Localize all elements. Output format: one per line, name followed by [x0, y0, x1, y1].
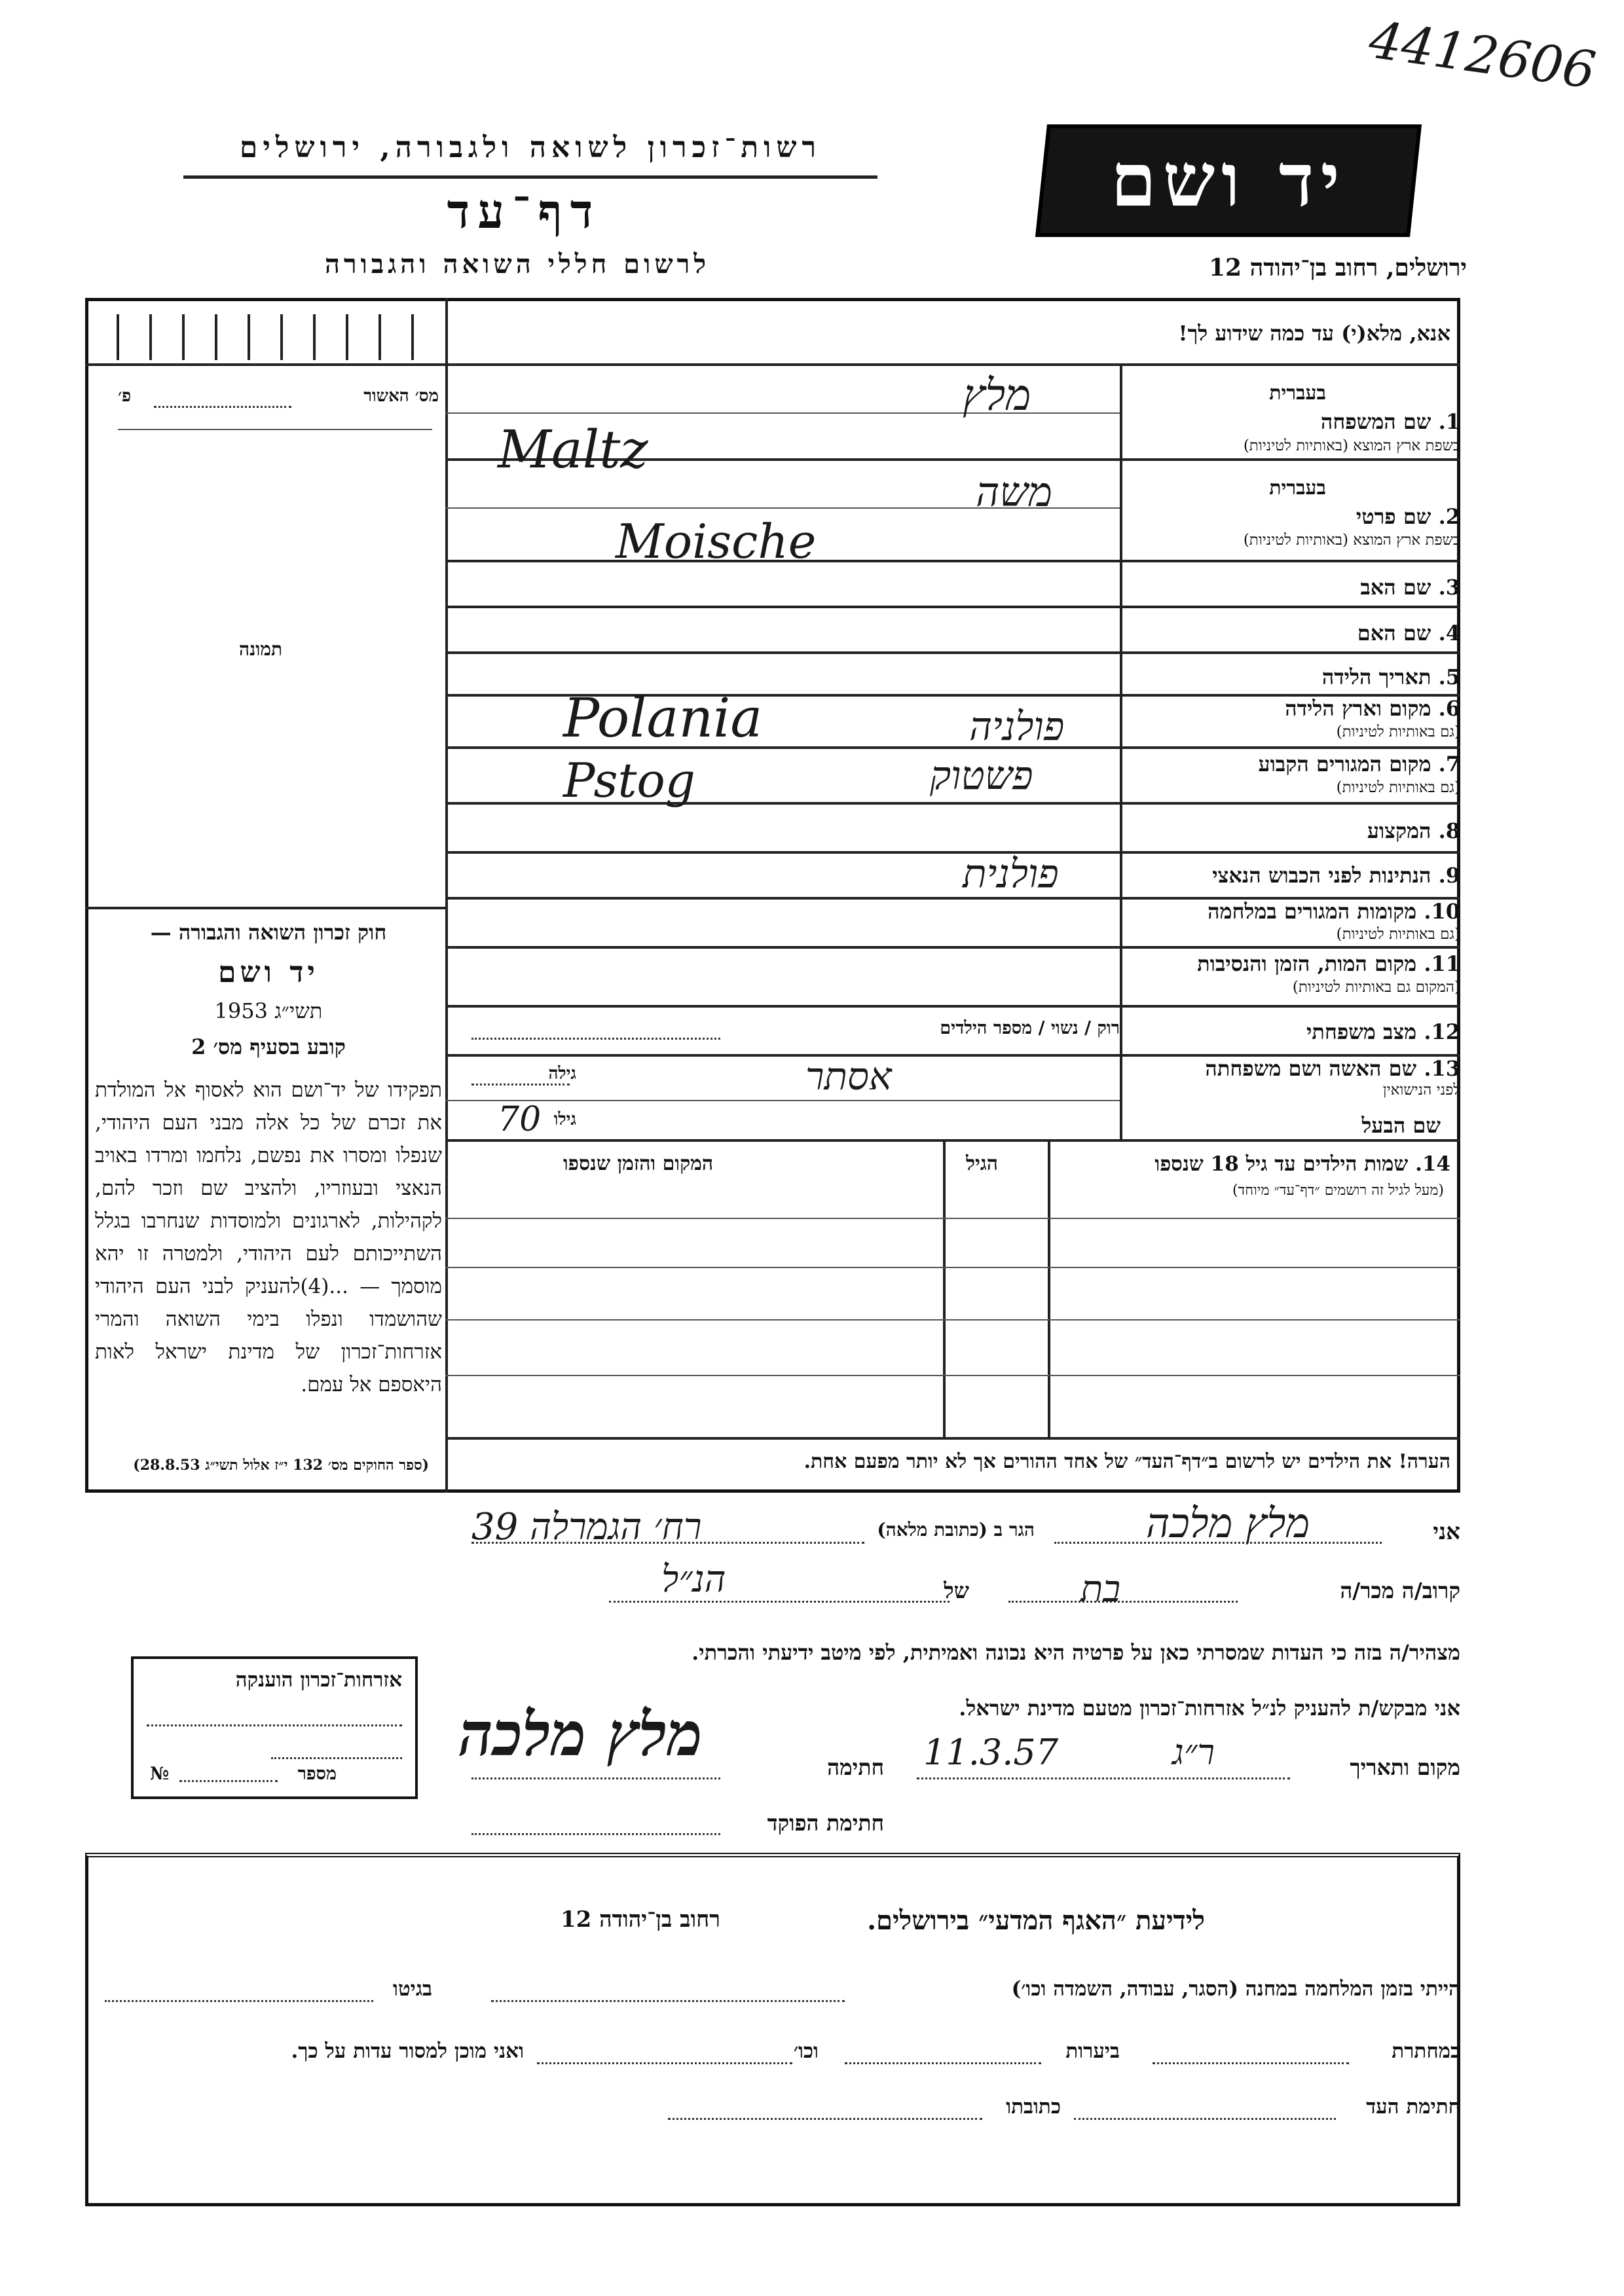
- husband-age-label: גילו: [553, 1110, 576, 1129]
- field-label-text: שם האב: [1360, 575, 1431, 600]
- husband-age-value[interactable]: 70: [498, 1100, 542, 1139]
- memorial-citizenship-stamp-box: [131, 1656, 418, 1799]
- wife-age-field[interactable]: [471, 1084, 570, 1085]
- place-date-line: [917, 1777, 1290, 1779]
- witness-name-value[interactable]: מלץ מלכה: [1146, 1499, 1310, 1547]
- field-num: 6.: [1438, 696, 1460, 721]
- instruction-row-line: [445, 363, 1460, 366]
- witness-address-field[interactable]: [668, 2118, 982, 2120]
- stamp-line: [147, 1724, 402, 1726]
- yad-vashem-logo: [1035, 124, 1422, 237]
- row-line: [445, 606, 1460, 608]
- etc-label: וכו׳: [793, 2039, 819, 2063]
- firstname-hebrew-value[interactable]: משה: [976, 468, 1052, 516]
- stamp-title: אזרחות־זכרון הוענקה: [235, 1668, 402, 1692]
- page-title: דף־עד: [447, 183, 601, 239]
- field-11-sub: (המקום גם באותיות לטיניות): [1292, 979, 1460, 996]
- field-label-text: הנתינות לפני הכבוש הנאצי: [1212, 863, 1431, 888]
- field-3-label: [1360, 575, 1460, 600]
- approval-prefix: פ׳: [118, 386, 132, 406]
- title-underline: [183, 175, 877, 179]
- field-2-label: [1356, 504, 1460, 529]
- birthplace-hebrew-value[interactable]: פולניה: [969, 704, 1065, 750]
- children-sub: (מעל לגיל זה רושמים ״דף־עד״ מיוחד): [1232, 1182, 1444, 1199]
- label-column-divider: [1120, 363, 1122, 1139]
- stamp-number-field[interactable]: [179, 1780, 278, 1782]
- witness-address-label: כתובתו: [1006, 2095, 1061, 2119]
- authority-title: רשות־זכרון לשואה ולגבורה, ירושלים: [239, 131, 822, 164]
- approval-separator: [118, 429, 432, 430]
- firstname-latin-value[interactable]: Moische: [616, 514, 817, 569]
- camp-field[interactable]: [491, 2000, 845, 2002]
- forests-label: ביערות: [1065, 2039, 1120, 2063]
- row-line: [445, 560, 1460, 562]
- row-line: [445, 1005, 1460, 1008]
- instruction-text: אנא, מלא(י) עד כמה שידוע לך!: [1178, 321, 1450, 346]
- field-6-label: [1285, 696, 1460, 721]
- field-label-text: מקום וארץ הלידה: [1285, 696, 1431, 721]
- field-label-text: שם האשה ושם משפחתה: [1205, 1056, 1417, 1081]
- row-line: [445, 946, 1460, 949]
- law-clause: קובע בסעיף מס׳ 2: [191, 1034, 346, 1059]
- field-6-sub: (גם באותיות לטיניות): [1336, 723, 1460, 740]
- field-num: 9.: [1438, 863, 1460, 888]
- field-label-text: תאריך הלידה: [1321, 665, 1431, 689]
- row-line: [445, 851, 1460, 854]
- birthplace-latin-value[interactable]: Polania: [563, 687, 763, 750]
- residence-hebrew-value[interactable]: פשטוק: [930, 753, 1033, 799]
- forests-field[interactable]: [845, 2062, 1041, 2064]
- field-7-label: [1258, 752, 1460, 776]
- field-label-text: שם האם: [1357, 621, 1431, 646]
- law-logo: יד ושם: [218, 956, 319, 989]
- field-5-label: [1322, 665, 1460, 689]
- law-year: תשי״ג 1953: [214, 998, 323, 1023]
- approval-number-label: מס׳ האשור: [363, 386, 439, 406]
- row-line: [445, 1100, 1120, 1101]
- photo-label: תמונה: [239, 638, 283, 660]
- marital-status-field[interactable]: [471, 1038, 720, 1040]
- ready-text: ואני מוכן למסור עדות על כך.: [291, 2039, 524, 2063]
- row-line: [445, 651, 1460, 654]
- residence-latin-value[interactable]: Pstog: [563, 753, 695, 808]
- field-num: 13.: [1424, 1056, 1460, 1081]
- children-col-divider: [1048, 1139, 1050, 1437]
- field-num: 4.: [1438, 621, 1460, 646]
- field-num: 5.: [1438, 665, 1460, 689]
- witness-signature-field[interactable]: [1074, 2118, 1336, 2120]
- row-line: [445, 1139, 1460, 1142]
- photo-bottom-line: [85, 907, 445, 909]
- clerk-signature-label: חתימת הפוקד: [767, 1810, 884, 1836]
- children-row: [445, 1267, 1460, 1268]
- resides-label: הגר ב (כתובת מלאה): [877, 1519, 1035, 1540]
- left-column-divider: [445, 298, 448, 1493]
- place-value[interactable]: ר״ג: [1172, 1732, 1215, 1773]
- children-note: הערה! את הילדים יש לרשום ב״דף־העד״ של אחד ההורים אך לא יותר מפעם אחת.: [803, 1450, 1450, 1473]
- children-row: [445, 1375, 1460, 1376]
- clerk-signature-field[interactable]: [471, 1833, 720, 1835]
- field-label-text: מקומות המגורים במלחמה: [1208, 899, 1417, 924]
- field-num: 1.: [1438, 409, 1460, 434]
- approval-number-field[interactable]: [154, 406, 291, 408]
- page-subtitle: לרשום חללי השואה והגבורה: [324, 249, 710, 280]
- marital-options: רוק / נשוי / מספר הילדים: [940, 1018, 1120, 1038]
- field-13-sub: לפני הנישואין: [1382, 1082, 1460, 1099]
- field-num: 8.: [1438, 818, 1460, 843]
- field-label-text: המקצוע: [1367, 818, 1431, 843]
- field-11-label: [1197, 951, 1460, 976]
- of-value[interactable]: הנ״ל: [661, 1558, 726, 1601]
- declaration-request: אני מבקש/ת להעניק לנ״ל אזרחות־זכרון מטעם מדינת ישראל.: [959, 1696, 1460, 1721]
- law-reference: (ספר החוקים מס׳ 132 י״ז אלול תשי״ג 28.8.53): [133, 1457, 429, 1474]
- field-13-label: [1205, 1056, 1460, 1081]
- law-text: תפקידו של יד־ושם הוא לאסוף אל המולדת את זכרם של כל אלה מבני העם היהודי, שנפלו ומסרו את נפשם, נלחמו ומרדו באויב הנאצי ובעוזריו, ולהציב שם וזכר להם, לקהילות, לארגונים ולמוסדות שנחרבו בגלל השתייכותם לעם היהודי, ולמטרה זו יהא מוסמך — ...(4)להעניק לבני העם היהודי שהושמדו ונפלו בימי השואה והמרי אזרחות־זכרון של מדינת ישראל לאות היאספם אל עמם.: [95, 1078, 442, 1396]
- surname-latin-value[interactable]: Maltz: [498, 419, 648, 480]
- stamp-no-symbol: №: [150, 1764, 170, 1784]
- of-label: של: [944, 1578, 969, 1603]
- field-9-label: [1212, 863, 1460, 888]
- husband-label: שם הבעל: [1361, 1113, 1441, 1138]
- ghetto-field[interactable]: [105, 2000, 373, 2002]
- field-1-label: [1321, 409, 1460, 434]
- field-label-text: מקום המות, הזמן והנסיבות: [1197, 951, 1417, 976]
- children-row: [445, 1218, 1460, 1219]
- field-4-label: [1357, 621, 1460, 646]
- field-8-label: [1367, 818, 1460, 843]
- field-7-sub: (גם באותיות לטיניות): [1336, 779, 1460, 796]
- field-2-sub: בשפת ארץ המוצא (באותיות לטיניות): [1243, 532, 1460, 549]
- field-label-text: מצב משפחתי: [1306, 1019, 1417, 1044]
- children-col-divider: [943, 1139, 946, 1437]
- witness-address-value[interactable]: רח׳ הגמרלה 39: [471, 1506, 702, 1548]
- surname-hebrew-value[interactable]: מלץ: [963, 370, 1031, 420]
- wife-age-label: גילה: [548, 1064, 576, 1084]
- witness-signature[interactable]: מלץ מלכה: [458, 1699, 703, 1770]
- declaration-i-label: אני: [1433, 1519, 1460, 1545]
- relation-value[interactable]: בת: [1080, 1568, 1121, 1611]
- field-12-label: [1306, 1019, 1460, 1044]
- children-col-age: הגיל: [966, 1152, 999, 1175]
- bottom-line1: הייתי בזמן המלחמה במחנה (הסגר, עבודה, השמדה וכו׳): [1011, 1977, 1460, 2001]
- witness-signature-label: חתימת העד: [1366, 2095, 1460, 2119]
- field-num: 3.: [1438, 575, 1460, 600]
- etc-field[interactable]: [537, 2062, 792, 2064]
- date-value[interactable]: 11.3.57: [923, 1732, 1059, 1773]
- stamp-line: [271, 1757, 402, 1759]
- bottom-address: רחוב בן־יהודה 12: [560, 1906, 720, 1933]
- in-hebrew-tag: בעברית: [1269, 382, 1326, 405]
- header-address: ירושלים, רחוב בן־יהודה 12: [1208, 254, 1467, 282]
- field-1-sub: בשפת ארץ המוצא (באותיות לטיניות): [1243, 437, 1460, 454]
- relation-line: [1008, 1601, 1238, 1603]
- field-num: 11.: [1424, 951, 1460, 976]
- place-date-label: מקום ותאריך: [1350, 1755, 1460, 1780]
- underground-field[interactable]: [1153, 2062, 1349, 2064]
- field-num: 10.: [1424, 899, 1460, 924]
- ghetto-label: בגיטו: [393, 1977, 432, 2001]
- field-10-sub: (גם באותיות לטיניות): [1336, 926, 1460, 943]
- of-line: [609, 1601, 950, 1603]
- bottom-title: לידיעת ״האגף המדעי״ בירושלים.: [867, 1905, 1205, 1936]
- tick-box-bottom: [85, 363, 445, 366]
- field-num: 12.: [1424, 1019, 1460, 1044]
- tick-marks: [92, 308, 439, 363]
- wife-name-value[interactable]: אסתר: [805, 1054, 892, 1099]
- citizenship-value[interactable]: פולנית: [963, 851, 1059, 897]
- field-num: 2.: [1438, 504, 1460, 529]
- field-label-text: מקום המגורים הקבוע: [1258, 752, 1431, 776]
- declaration-statement: מצהיר/ה בזה כי העדות שמסרתי כאן על פרטיה היא נכונה ואמיתית, לפי מיטב ידיעתי והכרתי.: [692, 1640, 1460, 1665]
- field-label-text: שם פרטי: [1356, 504, 1431, 529]
- relative-label: קרוב/ה מכר/ה: [1340, 1578, 1460, 1603]
- in-hebrew-tag: בעברית: [1269, 477, 1326, 500]
- field-10-label: [1208, 899, 1460, 924]
- children-row: [445, 1319, 1460, 1321]
- children-label: 14. שמות הילדים עד גיל 18 שנספו: [1154, 1152, 1450, 1176]
- signature-line: [471, 1777, 720, 1779]
- signature-label: חתימה: [827, 1755, 884, 1780]
- children-bottom-line: [445, 1437, 1460, 1440]
- law-title: חוק זכרון השואה והגבורה —: [150, 920, 387, 945]
- bottom-section-frame: [85, 1853, 1460, 2206]
- underground-label: במחתרת: [1392, 2039, 1460, 2063]
- archive-number: 4412606: [1365, 10, 1599, 101]
- field-num: 7.: [1438, 752, 1460, 776]
- stamp-number-label: מספר: [297, 1764, 337, 1784]
- field-label-text: שם המשפחה: [1320, 409, 1431, 434]
- children-col-place-time: המקום והזמן שנספו: [563, 1152, 714, 1175]
- logo-text: יד ושם: [1110, 137, 1347, 223]
